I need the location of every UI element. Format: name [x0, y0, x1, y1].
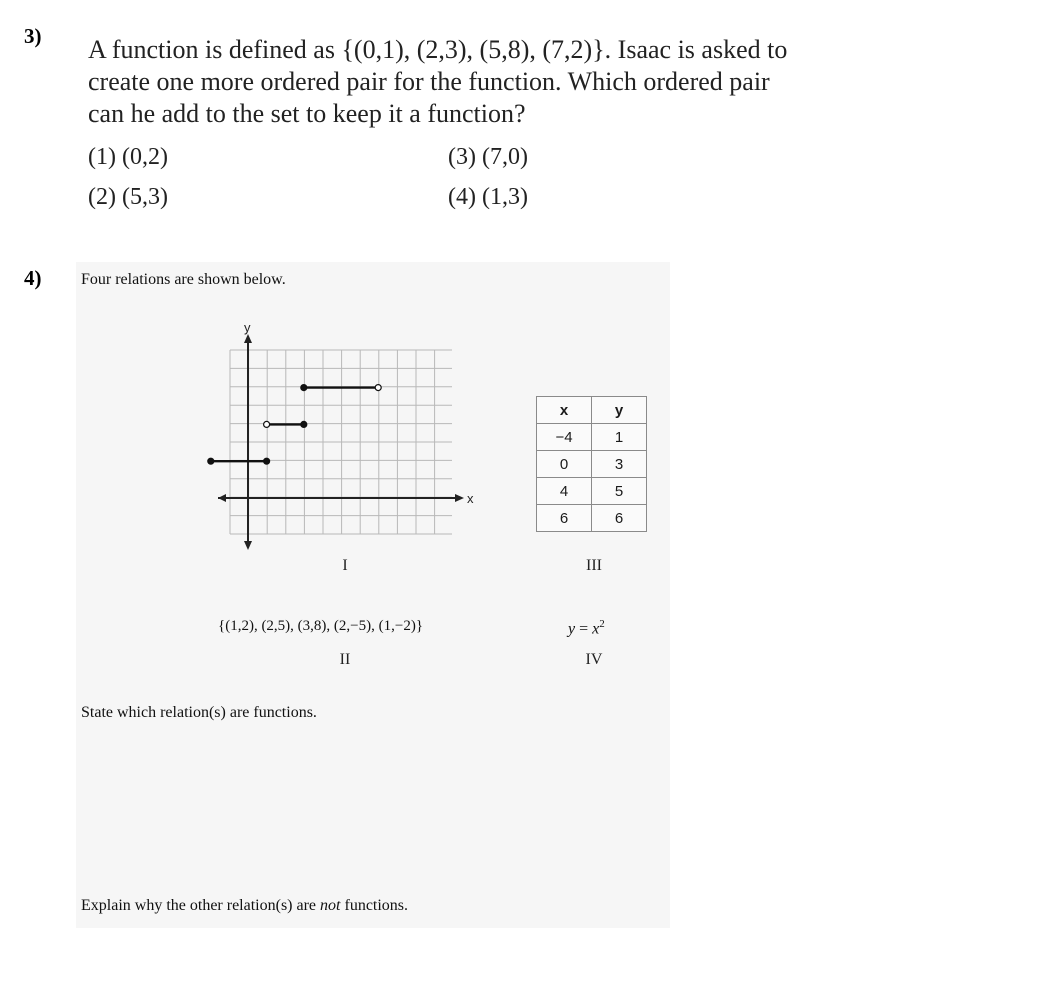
table-cell: 0	[537, 451, 592, 478]
x-axis-left-arrow-icon	[218, 494, 226, 502]
y-axis-up-arrow-icon	[244, 334, 252, 343]
question-4-number: 4)	[24, 266, 42, 290]
relation-3-label: III	[586, 557, 602, 574]
y-axis-down-arrow-icon	[244, 541, 252, 550]
open-endpoint	[264, 421, 270, 427]
equation-exponent: 2	[599, 618, 605, 630]
closed-endpoint	[208, 458, 214, 464]
question-3-line: create one more ordered pair for the function. Which ordered pair	[88, 67, 770, 96]
explain-prompt-end: functions.	[340, 897, 409, 914]
table-row	[537, 478, 647, 505]
explain-prompt-start: Explain why the other relation(s) are	[81, 897, 321, 914]
x-axis-label: x	[467, 491, 474, 506]
closed-endpoint	[264, 458, 270, 464]
relation-4-label: IV	[585, 651, 603, 668]
explain-prompt-emphasis: not	[320, 897, 341, 914]
relation-2-set: {(1,2), (2,5), (3,8), (2,−5), (1,−2)}	[218, 618, 424, 634]
table-header-row	[537, 397, 647, 424]
equation-base: x	[592, 620, 600, 638]
choice-3: (3) (7,0)	[448, 144, 528, 170]
table-header-x: x	[537, 397, 592, 424]
equation-lhs: y	[568, 620, 576, 638]
question-4-intro: Four relations are shown below.	[81, 271, 286, 288]
state-functions-prompt: State which relation(s) are functions.	[81, 704, 317, 721]
open-endpoint	[375, 385, 381, 391]
question-3-number: 3)	[24, 24, 42, 48]
relation-1-label: I	[342, 557, 348, 574]
table-cell: 3	[592, 451, 647, 478]
explain-prompt	[81, 897, 408, 915]
table-cell: −4	[537, 424, 592, 451]
relation-2-label: II	[339, 651, 351, 668]
table-cell: 1	[592, 424, 647, 451]
table-cell: 4	[537, 478, 592, 505]
table-row	[537, 505, 647, 532]
choice-1: (1) (0,2)	[88, 144, 168, 170]
choice-4: (4) (1,3)	[448, 184, 528, 210]
table-cell: 6	[592, 505, 647, 532]
table-row	[537, 451, 647, 478]
closed-endpoint	[301, 385, 307, 391]
graph-segments	[208, 385, 381, 465]
table-header-y: y	[592, 397, 647, 424]
relation-4-equation	[568, 618, 605, 638]
relation-3-table	[536, 396, 647, 532]
graph-grid	[230, 350, 452, 534]
y-axis-label: y	[244, 320, 251, 335]
table-cell: 6	[537, 505, 592, 532]
x-axis-right-arrow-icon	[455, 494, 464, 502]
question-3-line: A function is defined as {(0,1), (2,3), (5,8), (7,2)}. Isaac is asked to	[88, 35, 788, 64]
table-cell: 5	[592, 478, 647, 505]
closed-endpoint	[301, 421, 307, 427]
equation-equals: =	[579, 620, 589, 638]
choice-2: (2) (5,3)	[88, 184, 168, 210]
question-3-line: can he add to the set to keep it a function?	[88, 99, 526, 128]
table-row	[537, 424, 647, 451]
